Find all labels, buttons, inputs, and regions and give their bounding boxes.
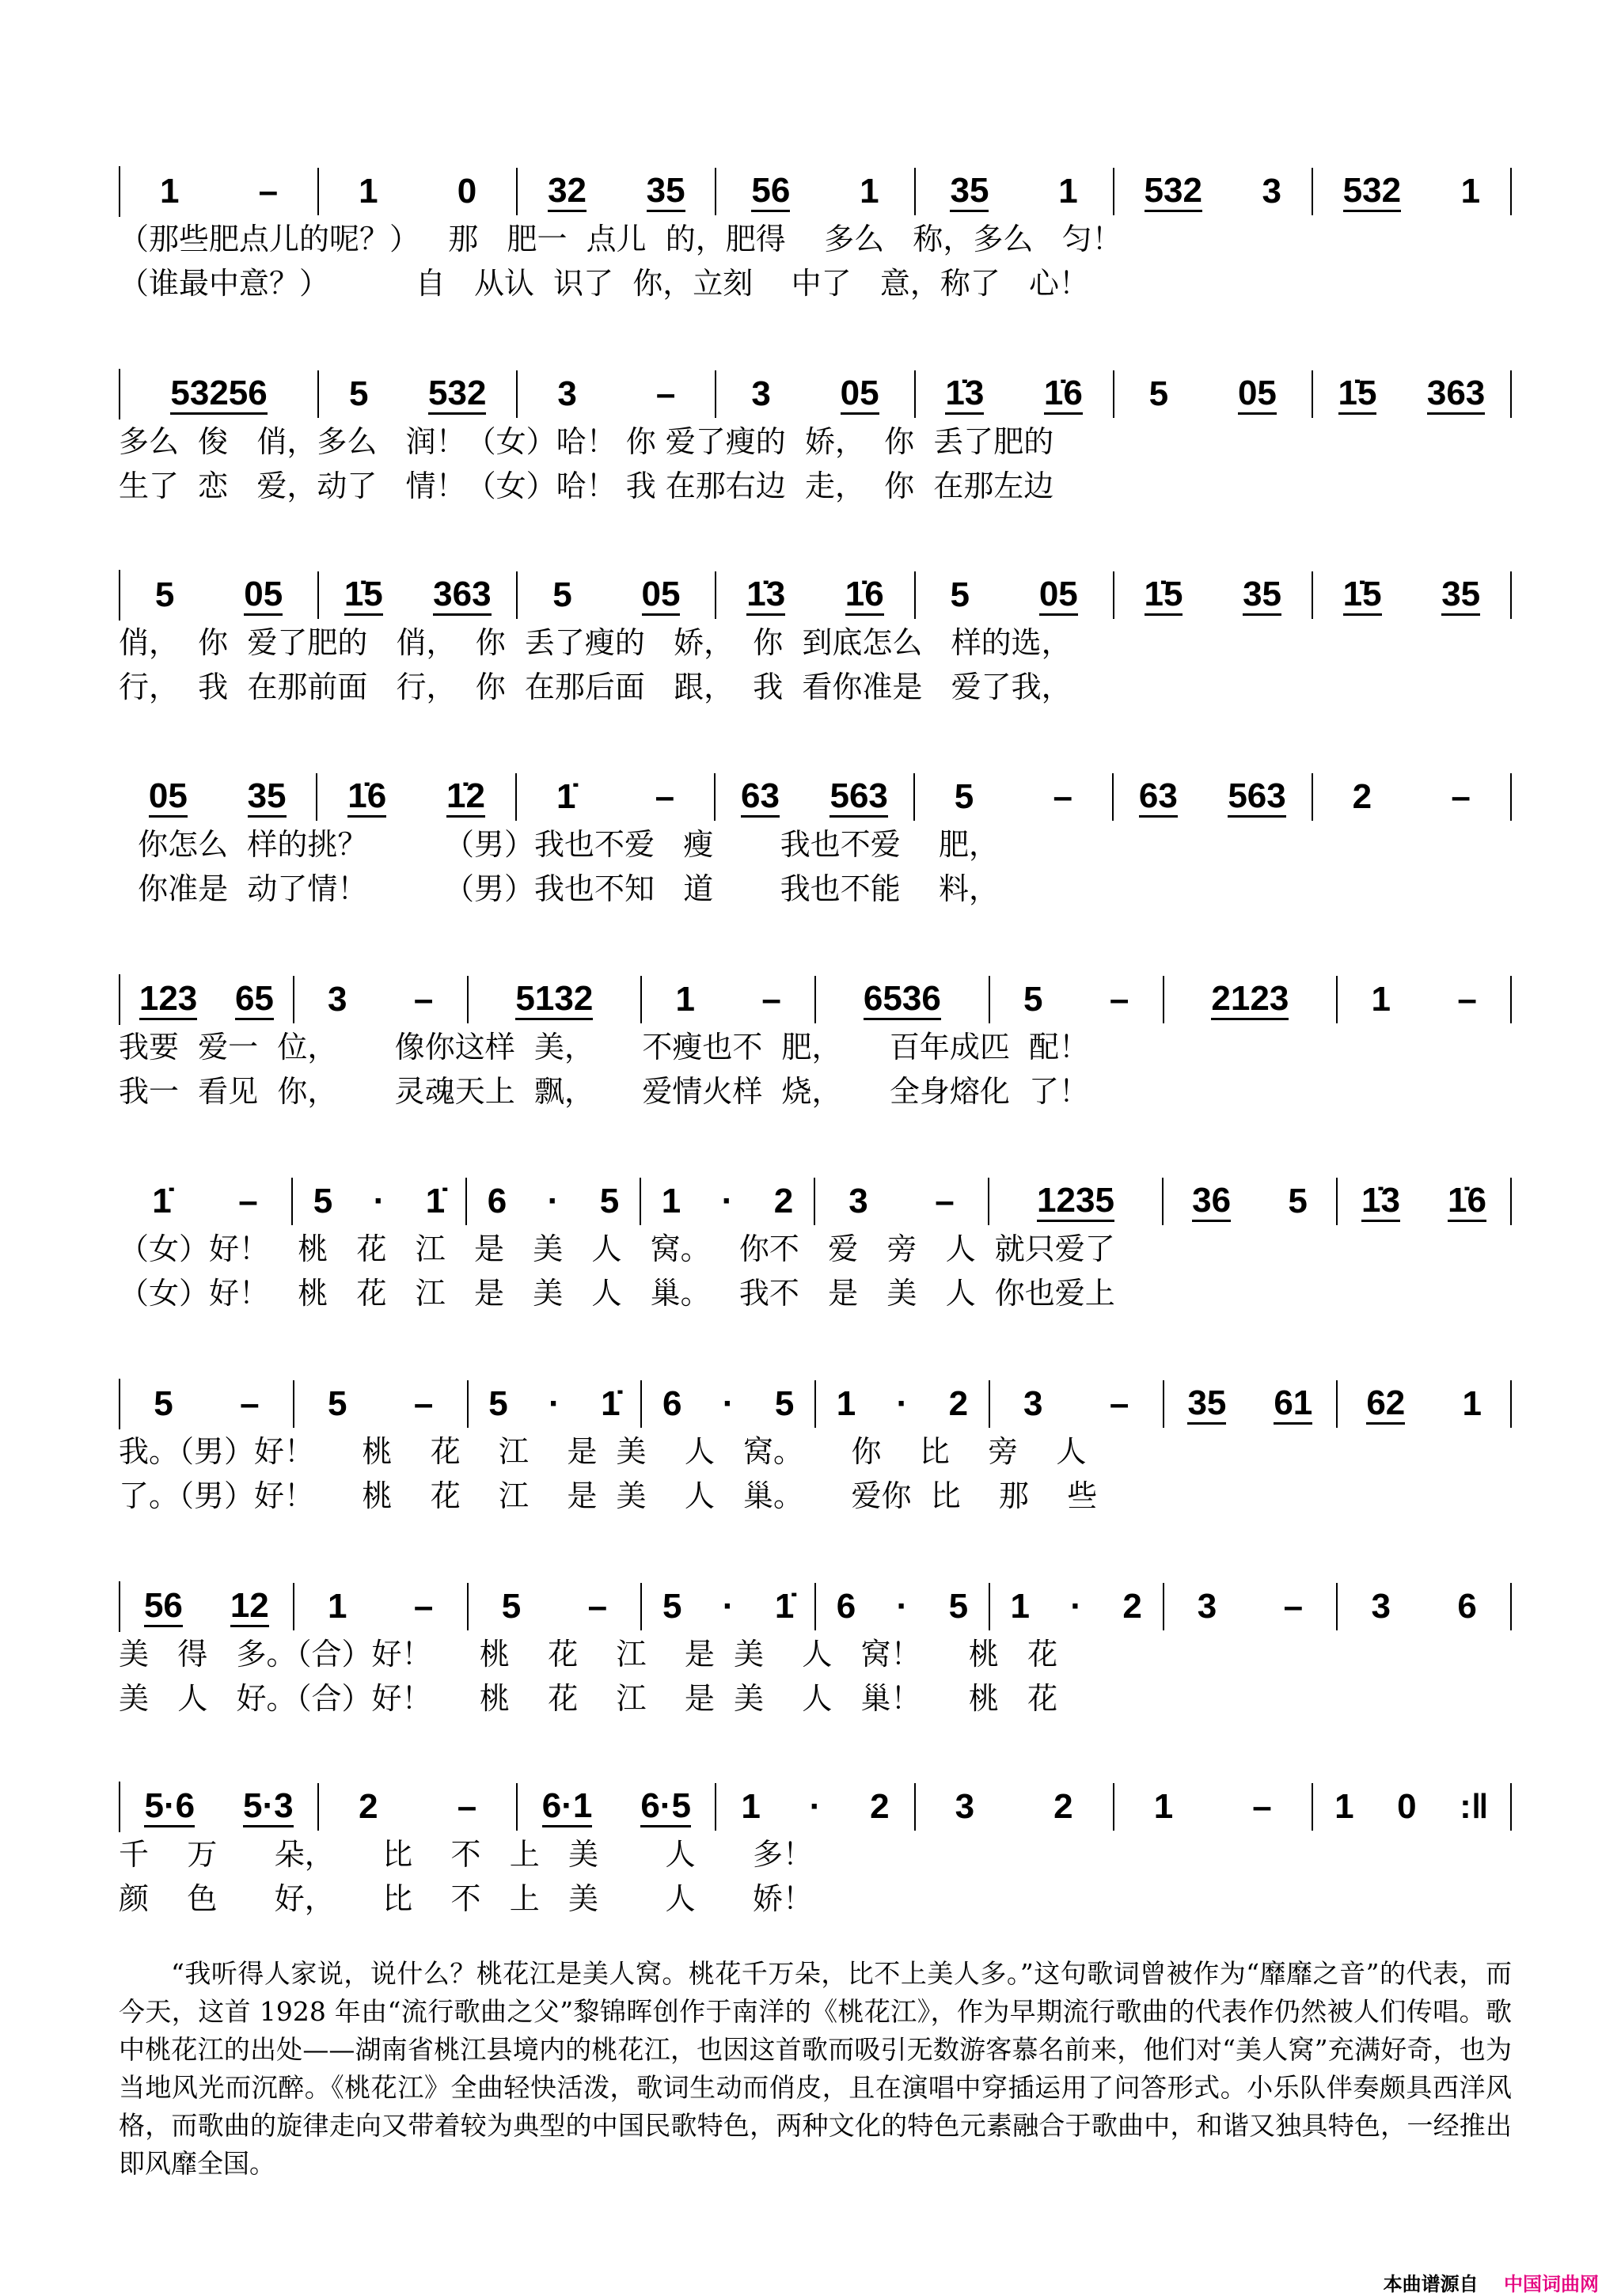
lyric-line: 生了 恋 爱，动了 情！（女）哈！ 我 在那右边 走， 你 在那左边 (119, 469, 1054, 503)
note-group: 1 (675, 980, 695, 1019)
source-label: 本曲谱源自 (1383, 2273, 1479, 2295)
notation-line (119, 570, 1512, 620)
note-group: 3 (1262, 172, 1282, 211)
note-group: 1 (1010, 1587, 1030, 1626)
measure (294, 976, 469, 1023)
note-group: 3 (1197, 1587, 1217, 1626)
note-group: – (1451, 777, 1471, 816)
note-group: 12 (230, 1587, 269, 1627)
note-group: 1̇5 (1145, 575, 1183, 616)
note-group: 5 (501, 1587, 522, 1626)
measure (469, 1380, 643, 1428)
note-group: 1̇5 (344, 575, 383, 616)
note-group: 05 (149, 777, 188, 818)
note-group: – (761, 980, 781, 1019)
lyric-line: 颜 色 好， 比 不 上 美 人 娇！ (119, 1881, 814, 1916)
lyric-line: 了。（男）好！ 桃 花 江 是 美 人 巢。 爱你 比 那 些 (119, 1478, 1098, 1513)
note-group: 1̇ (774, 1587, 795, 1626)
measure (467, 1178, 641, 1225)
note-group: 62 (1366, 1384, 1405, 1425)
measure (1338, 1380, 1512, 1428)
note-group: 32 (548, 172, 587, 212)
lyric-line: 美 人 好。（合）好！ 桃 花 江 是 美 人 巢！ 桃 花 (119, 1681, 1058, 1716)
note-group: · (809, 1787, 822, 1826)
note-group: – (935, 1182, 955, 1220)
measure (1114, 370, 1313, 418)
note-group: 61 (1274, 1384, 1312, 1425)
note-group: 6 (836, 1587, 856, 1626)
measure (815, 1178, 989, 1225)
lyric-line: （谁最中意？） 自 从认 识了 你，立刻 中了 意，称了 心！ (119, 266, 1090, 301)
lyric-line: （那些肥点儿的呢？） 那 肥一 点儿 的，肥得 多么 称，多么 匀！ (119, 222, 1122, 256)
measure (1114, 571, 1313, 619)
measure (319, 571, 518, 619)
note-group: 1 (1460, 172, 1481, 211)
lyric-line: （女）好！ 桃 花 江 是 美 人 巢。 我不 是 美 人 你也爱上 (119, 1276, 1115, 1311)
note-group: 1 (741, 1787, 761, 1826)
note-group: 0 (457, 172, 477, 211)
note-group: 2 (948, 1384, 969, 1423)
note-group: 1̇6 (347, 777, 386, 818)
note-group: 1 (1371, 980, 1391, 1019)
note-group: 35 (248, 777, 287, 818)
measure (120, 1380, 294, 1428)
note-group: · (896, 1587, 909, 1626)
measure (293, 1178, 467, 1225)
note-group: 1̇5 (1338, 374, 1377, 415)
note-group: 1 (359, 172, 378, 211)
measure (642, 1380, 816, 1428)
note-group: · (547, 1182, 560, 1220)
note-group: 363 (433, 575, 491, 616)
note-group: 5 (1148, 374, 1169, 413)
note-group: 5 (1288, 1182, 1308, 1220)
note-group: 3 (848, 1182, 868, 1220)
note-group: 5132 (515, 980, 593, 1020)
measure (816, 976, 990, 1023)
measure (916, 571, 1114, 619)
note-group: – (238, 1182, 258, 1220)
note-group: 1̇3 (945, 374, 984, 415)
note-group: 1 (327, 1587, 347, 1626)
note-group: 05 (642, 575, 681, 616)
note-group: 6 (662, 1384, 682, 1423)
measure (1313, 773, 1512, 821)
score-row (119, 1176, 1512, 1315)
measure (120, 1583, 294, 1630)
score-row (119, 772, 1512, 911)
note-group: 1̇6 (845, 575, 884, 616)
measure (120, 571, 319, 619)
note-group: 563 (829, 777, 887, 818)
note-group: 1̇ (425, 1182, 446, 1220)
notation-line (119, 772, 1512, 822)
measure (989, 1178, 1164, 1225)
note-group: 35 (647, 172, 685, 212)
measure (319, 168, 518, 215)
note-group: 5 (950, 575, 970, 614)
note-group: :‖ (1460, 1787, 1489, 1826)
note-group: 1 (860, 172, 879, 211)
note-group: – (655, 777, 675, 816)
note-group: – (457, 1787, 477, 1826)
measure (469, 976, 643, 1023)
score-row (119, 1782, 1512, 1921)
note-group: · (722, 1587, 735, 1626)
note-group: 05 (244, 575, 283, 616)
notation-line (119, 1176, 1512, 1227)
notation-line (119, 1581, 1512, 1632)
note-group: 1 (1153, 1787, 1174, 1826)
note-group: 363 (1427, 374, 1485, 415)
note-group: 2 (1053, 1787, 1073, 1826)
note-group: 5 (154, 575, 175, 614)
note-group: 2 (1122, 1587, 1142, 1626)
note-group: 5·6 (144, 1787, 195, 1827)
note-group: 63 (1139, 777, 1178, 818)
note-group: 3 (327, 980, 347, 1019)
measure (1313, 370, 1512, 418)
source-footer (1384, 2268, 1599, 2296)
lyric-line: 我。（男）好！ 桃 花 江 是 美 人 窝。 你 比 旁 人 (119, 1434, 1087, 1469)
note-group: · (896, 1384, 909, 1423)
measure (915, 773, 1114, 821)
note-group: 63 (741, 777, 780, 818)
measure (518, 370, 716, 418)
measure (1114, 168, 1313, 215)
note-group: – (240, 1384, 260, 1423)
score-row (119, 1581, 1512, 1721)
measure (518, 1783, 716, 1831)
note-group: 532 (1145, 172, 1202, 212)
measure (716, 571, 915, 619)
note-group: 1̇ (152, 1182, 172, 1220)
measure (1164, 1380, 1338, 1428)
note-group: – (413, 1384, 434, 1423)
measure (120, 976, 294, 1023)
note-group: – (1053, 777, 1072, 816)
measure (119, 1178, 293, 1225)
lyric-line: 你准是 动了情！ （男）我也不知 道 我也不能 料， (119, 871, 1000, 906)
note-group: 5 (313, 1182, 333, 1220)
measure (319, 370, 518, 418)
note-group: 36 (1192, 1182, 1231, 1222)
note-group: 65 (235, 980, 274, 1020)
note-group: 6·1 (542, 1787, 593, 1827)
measure (642, 1583, 816, 1630)
lyric-line: 多么 俊 俏，多么 润！（女）哈！ 你 爱了瘦的 娇， 你 丢了肥的 (119, 424, 1054, 459)
measure (1313, 1783, 1512, 1831)
note-group: 5 (488, 1384, 508, 1423)
measure (119, 773, 317, 821)
note-group: 5 (948, 1587, 969, 1626)
note-group: 2 (359, 1787, 378, 1826)
note-group: 6 (1457, 1587, 1477, 1626)
note-group: 0 (1397, 1787, 1417, 1826)
note-group: – (655, 374, 676, 413)
measure (816, 1380, 990, 1428)
measure (1313, 168, 1512, 215)
note-group: 3 (1023, 1384, 1043, 1423)
measure (1164, 976, 1338, 1023)
note-group: 3 (1371, 1587, 1391, 1626)
note-group: 123 (139, 980, 197, 1020)
measure (517, 773, 716, 821)
note-group: 2 (870, 1787, 890, 1826)
measure (990, 1380, 1164, 1428)
measure (1338, 976, 1512, 1023)
lyric-line: 行， 我 在那前面 行， 你 在那后面 跟， 我 看你准是 爱了我， (119, 670, 1072, 704)
note-group: 5 (599, 1182, 620, 1220)
measure (1114, 1783, 1313, 1831)
notation-line (119, 1782, 1512, 1832)
note-group: 1 (1462, 1384, 1482, 1423)
note-group: 1 (836, 1384, 856, 1423)
note-group: 2 (773, 1182, 794, 1220)
measure (716, 168, 915, 215)
measure (120, 370, 319, 418)
note-group: 5 (1023, 980, 1043, 1019)
note-group: 3 (557, 374, 577, 413)
note-group: 1 (160, 172, 180, 211)
measure (642, 976, 816, 1023)
description-paragraph: “我听得人家说，说什么？桃花江是美人窝。桃花千万朵，比不上美人多。”这句歌词曾被作为“靡靡之音”的代表，而今天，这首 1928 年由“流行歌曲之父”黎锦晖创作于南洋的《桃花江》，作为早期流行歌曲的代表作仍然被人们传唱。歌中桃花江的出处——湖南省桃江县境内的桃花江，也因这首歌而吸引无数游客慕名前来，他们对“美人窝”充满好奇，也为当地风光而沉醉。《桃花江》全曲轻快活泼，歌词生动而俏皮，且在演唱中穿插运用了问答形式。小乐队伴奏颇具西洋风格，而歌曲的旋律走向又带着较为典型的中国民歌特色，两种文化的特色元素融合于歌曲中，和谐又独具特色，一经推出即风靡全国。 (119, 1958, 1512, 2179)
measure (319, 1783, 518, 1831)
note-group: – (413, 1587, 434, 1626)
note-group: – (1457, 980, 1477, 1019)
note-group: 532 (428, 374, 486, 415)
note-group: · (549, 1384, 560, 1423)
note-group: 1̇6 (1448, 1182, 1486, 1222)
lyric-line: 美 得 多。（合）好！ 桃 花 江 是 美 人 窝！ 桃 花 (119, 1637, 1058, 1672)
measure (716, 1783, 915, 1831)
note-group: – (1283, 1587, 1304, 1626)
notation-line (119, 369, 1512, 419)
note-group: 6536 (864, 980, 941, 1020)
score-row (119, 166, 1512, 306)
measure (518, 168, 716, 215)
note-group: 5 (662, 1587, 682, 1626)
note-group: 1̇3 (1361, 1182, 1400, 1222)
note-group: 6·5 (640, 1787, 691, 1827)
note-group: 1 (1334, 1787, 1354, 1826)
note-group: 5 (327, 1384, 347, 1423)
note-group: 1̇3 (746, 575, 785, 616)
note-group: 5 (552, 575, 572, 614)
measure (469, 1583, 643, 1630)
note-group: – (258, 172, 279, 211)
note-group: 5 (348, 374, 369, 413)
site-name: 中国词曲网 (1504, 2273, 1599, 2295)
lyric-line: 你怎么 样的挑？ （男）我也不爱 瘦 我也不爱 肥， (119, 827, 1000, 862)
lyric-line: 我一 看见 你， 灵魂天上 飘， 爱情火样 烧， 全身熔化 了！ (119, 1074, 1090, 1109)
measure (120, 168, 319, 215)
measure (916, 370, 1114, 418)
note-group: – (1109, 1384, 1129, 1423)
note-group: 1̇5 (1343, 575, 1382, 616)
lyric-line: 俏， 你 爱了肥的 俏， 你 丢了瘦的 娇， 你 到底怎么 样的选， (119, 625, 1072, 660)
note-group: 1 (1058, 172, 1078, 211)
note-group: 35 (1243, 575, 1281, 616)
note-group: 3 (955, 1787, 975, 1826)
note-group: 35 (1187, 1384, 1226, 1425)
note-group: 2 (1352, 777, 1372, 816)
measure (716, 370, 915, 418)
note-group: 3 (751, 374, 771, 413)
score-row (119, 974, 1512, 1114)
note-group: 532 (1343, 172, 1401, 212)
score-row (119, 369, 1512, 508)
measure (990, 1583, 1164, 1630)
note-group: 1̇6 (1044, 374, 1083, 415)
note-group: 5 (154, 1384, 173, 1423)
note-group: 5 (774, 1384, 795, 1423)
note-group: 1̇ (601, 1384, 621, 1423)
note-group: 1̇2 (446, 777, 485, 818)
lyric-line: 千 万 朵， 比 不 上 美 人 多！ (119, 1837, 814, 1872)
note-group: 563 (1228, 777, 1285, 818)
notation-line (119, 974, 1512, 1025)
measure (518, 571, 716, 619)
note-group: 2123 (1211, 980, 1289, 1020)
lyric-line: （女）好！ 桃 花 江 是 美 人 窝。 你不 爱 旁 人 就只爱了 (119, 1231, 1115, 1266)
measure (1114, 773, 1312, 821)
measure (1164, 1583, 1338, 1630)
notation-line (119, 1379, 1512, 1429)
note-group: 53256 (170, 374, 267, 415)
measure (317, 773, 516, 821)
measure (916, 1783, 1114, 1831)
note-group: · (373, 1182, 385, 1220)
note-group: 56 (751, 172, 790, 212)
lyric-line: 我要 爱一 位， 像你这样 美， 不瘦也不 肥， 百年成匹 配！ (119, 1030, 1090, 1065)
note-group: 5 (954, 777, 974, 816)
note-group: 1̇ (556, 777, 576, 816)
measure (294, 1380, 469, 1428)
note-group: · (722, 1384, 735, 1423)
note-group: 35 (950, 172, 989, 212)
measure (294, 1583, 469, 1630)
score-row (119, 570, 1512, 709)
note-group: 05 (1238, 374, 1277, 415)
note-group: · (721, 1182, 734, 1220)
note-group: · (1070, 1587, 1082, 1626)
measure (990, 976, 1164, 1023)
note-group: 05 (1039, 575, 1078, 616)
note-group: 6 (487, 1182, 507, 1220)
note-group: – (1252, 1787, 1272, 1826)
notation-line (119, 166, 1512, 217)
measure (641, 1178, 815, 1225)
measure (1164, 1178, 1338, 1225)
measure (1338, 1178, 1512, 1225)
score-row (119, 1379, 1512, 1518)
measure (120, 1783, 319, 1831)
measure (1338, 1583, 1512, 1630)
measure (716, 773, 914, 821)
measure (916, 168, 1114, 215)
note-group: – (1109, 980, 1129, 1019)
note-group: 1 (661, 1182, 681, 1220)
note-group: – (587, 1587, 608, 1626)
note-group: 5·3 (243, 1787, 294, 1827)
note-group: 35 (1441, 575, 1480, 616)
note-group: 05 (841, 374, 879, 415)
note-group: – (413, 980, 434, 1019)
measure (816, 1583, 990, 1630)
note-group: 56 (144, 1587, 183, 1627)
note-group: 1235 (1037, 1182, 1114, 1222)
measure (1313, 571, 1512, 619)
